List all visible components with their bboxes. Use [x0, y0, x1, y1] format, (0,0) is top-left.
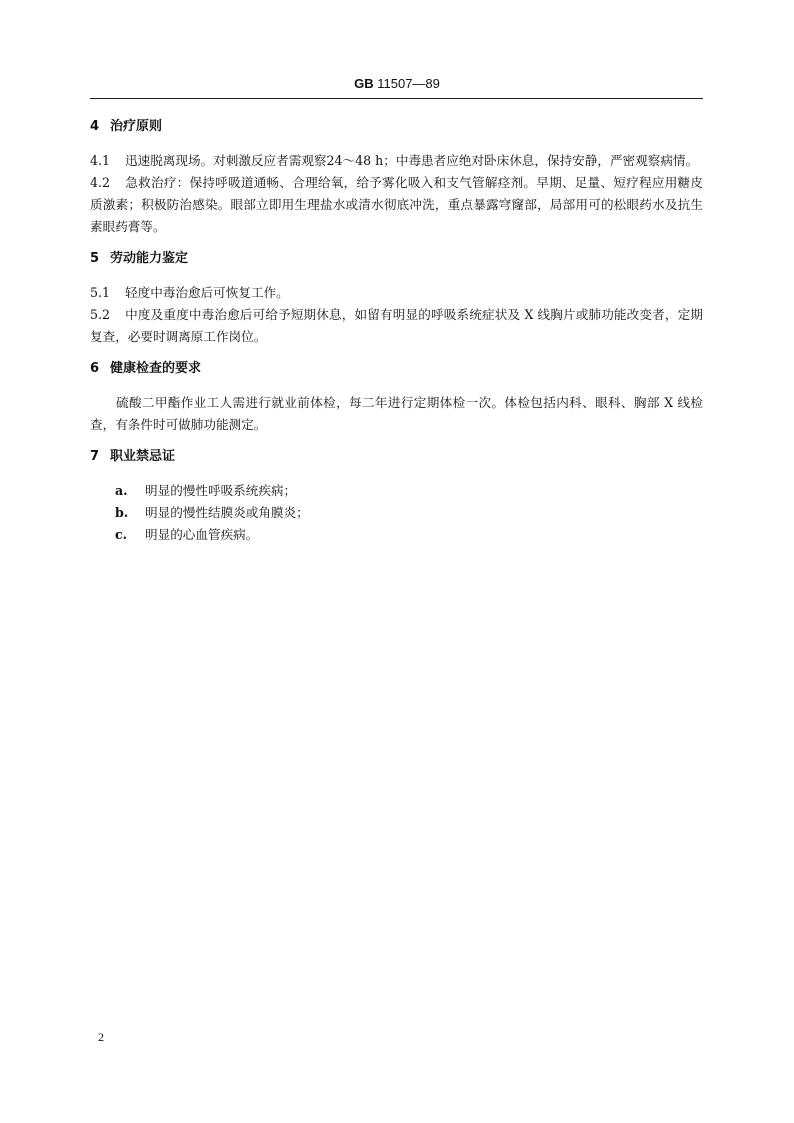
page-header: [0, 76, 794, 91]
section-heading: 6 健康检查的要求: [90, 361, 202, 376]
list-item: c. 明显的心血管疾病。: [115, 527, 259, 542]
clause-6-text: 硫酸二甲酯作业工人需进行就业前体检，每二年进行定期体检一次。体检包括内科、眼科、胸部 X 线检查，有条件时可做肺功能测定。: [90, 395, 703, 432]
document-body: [90, 116, 703, 556]
section-7: [90, 446, 703, 546]
clause-5-1: 5.1 轻度中毒治愈后可恢复工作。: [90, 285, 289, 300]
page-number: 2: [98, 1030, 104, 1044]
section-4: [90, 116, 703, 238]
clause-5-2: 5.2 中度及重度中毒治愈后可给予短期休息，如留有明显的呼吸系统症状及 X 线胸片或肺功能改变者，定期复查，必要时调离原工作岗位。: [90, 307, 703, 344]
standard-number: 11507—89: [377, 76, 440, 91]
section-heading: 7 职业禁忌证: [90, 449, 176, 464]
clause-4-2: 4.2 急救治疗：保持呼吸道通畅、合理给氧，给予雾化吸入和支气管解痉剂。早期、足量、短疗程应用糖皮质激素；积极防治感染。眼部立即用生理盐水或清水彻底冲洗，重点暴露穹窿部，局部用可的松眼药水及抗生素眼药膏等。: [90, 175, 703, 234]
section-heading: 4 治疗原则: [90, 119, 163, 134]
section-6: [90, 358, 703, 436]
header-rule: [90, 98, 703, 99]
clause-4-1: 4.1 迅速脱离现场。对刺激反应者需观察24～48 h；中毒患者应绝对卧床休息，保持安静，严密观察病情。: [90, 153, 699, 168]
section-5: [90, 248, 703, 348]
standard-code: GB: [354, 76, 374, 91]
list-item: a. 明显的慢性呼吸系统疾病；: [115, 483, 297, 498]
section-heading: 5 劳动能力鉴定: [90, 251, 189, 266]
list-item: b. 明显的慢性结膜炎或角膜炎；: [115, 505, 309, 520]
